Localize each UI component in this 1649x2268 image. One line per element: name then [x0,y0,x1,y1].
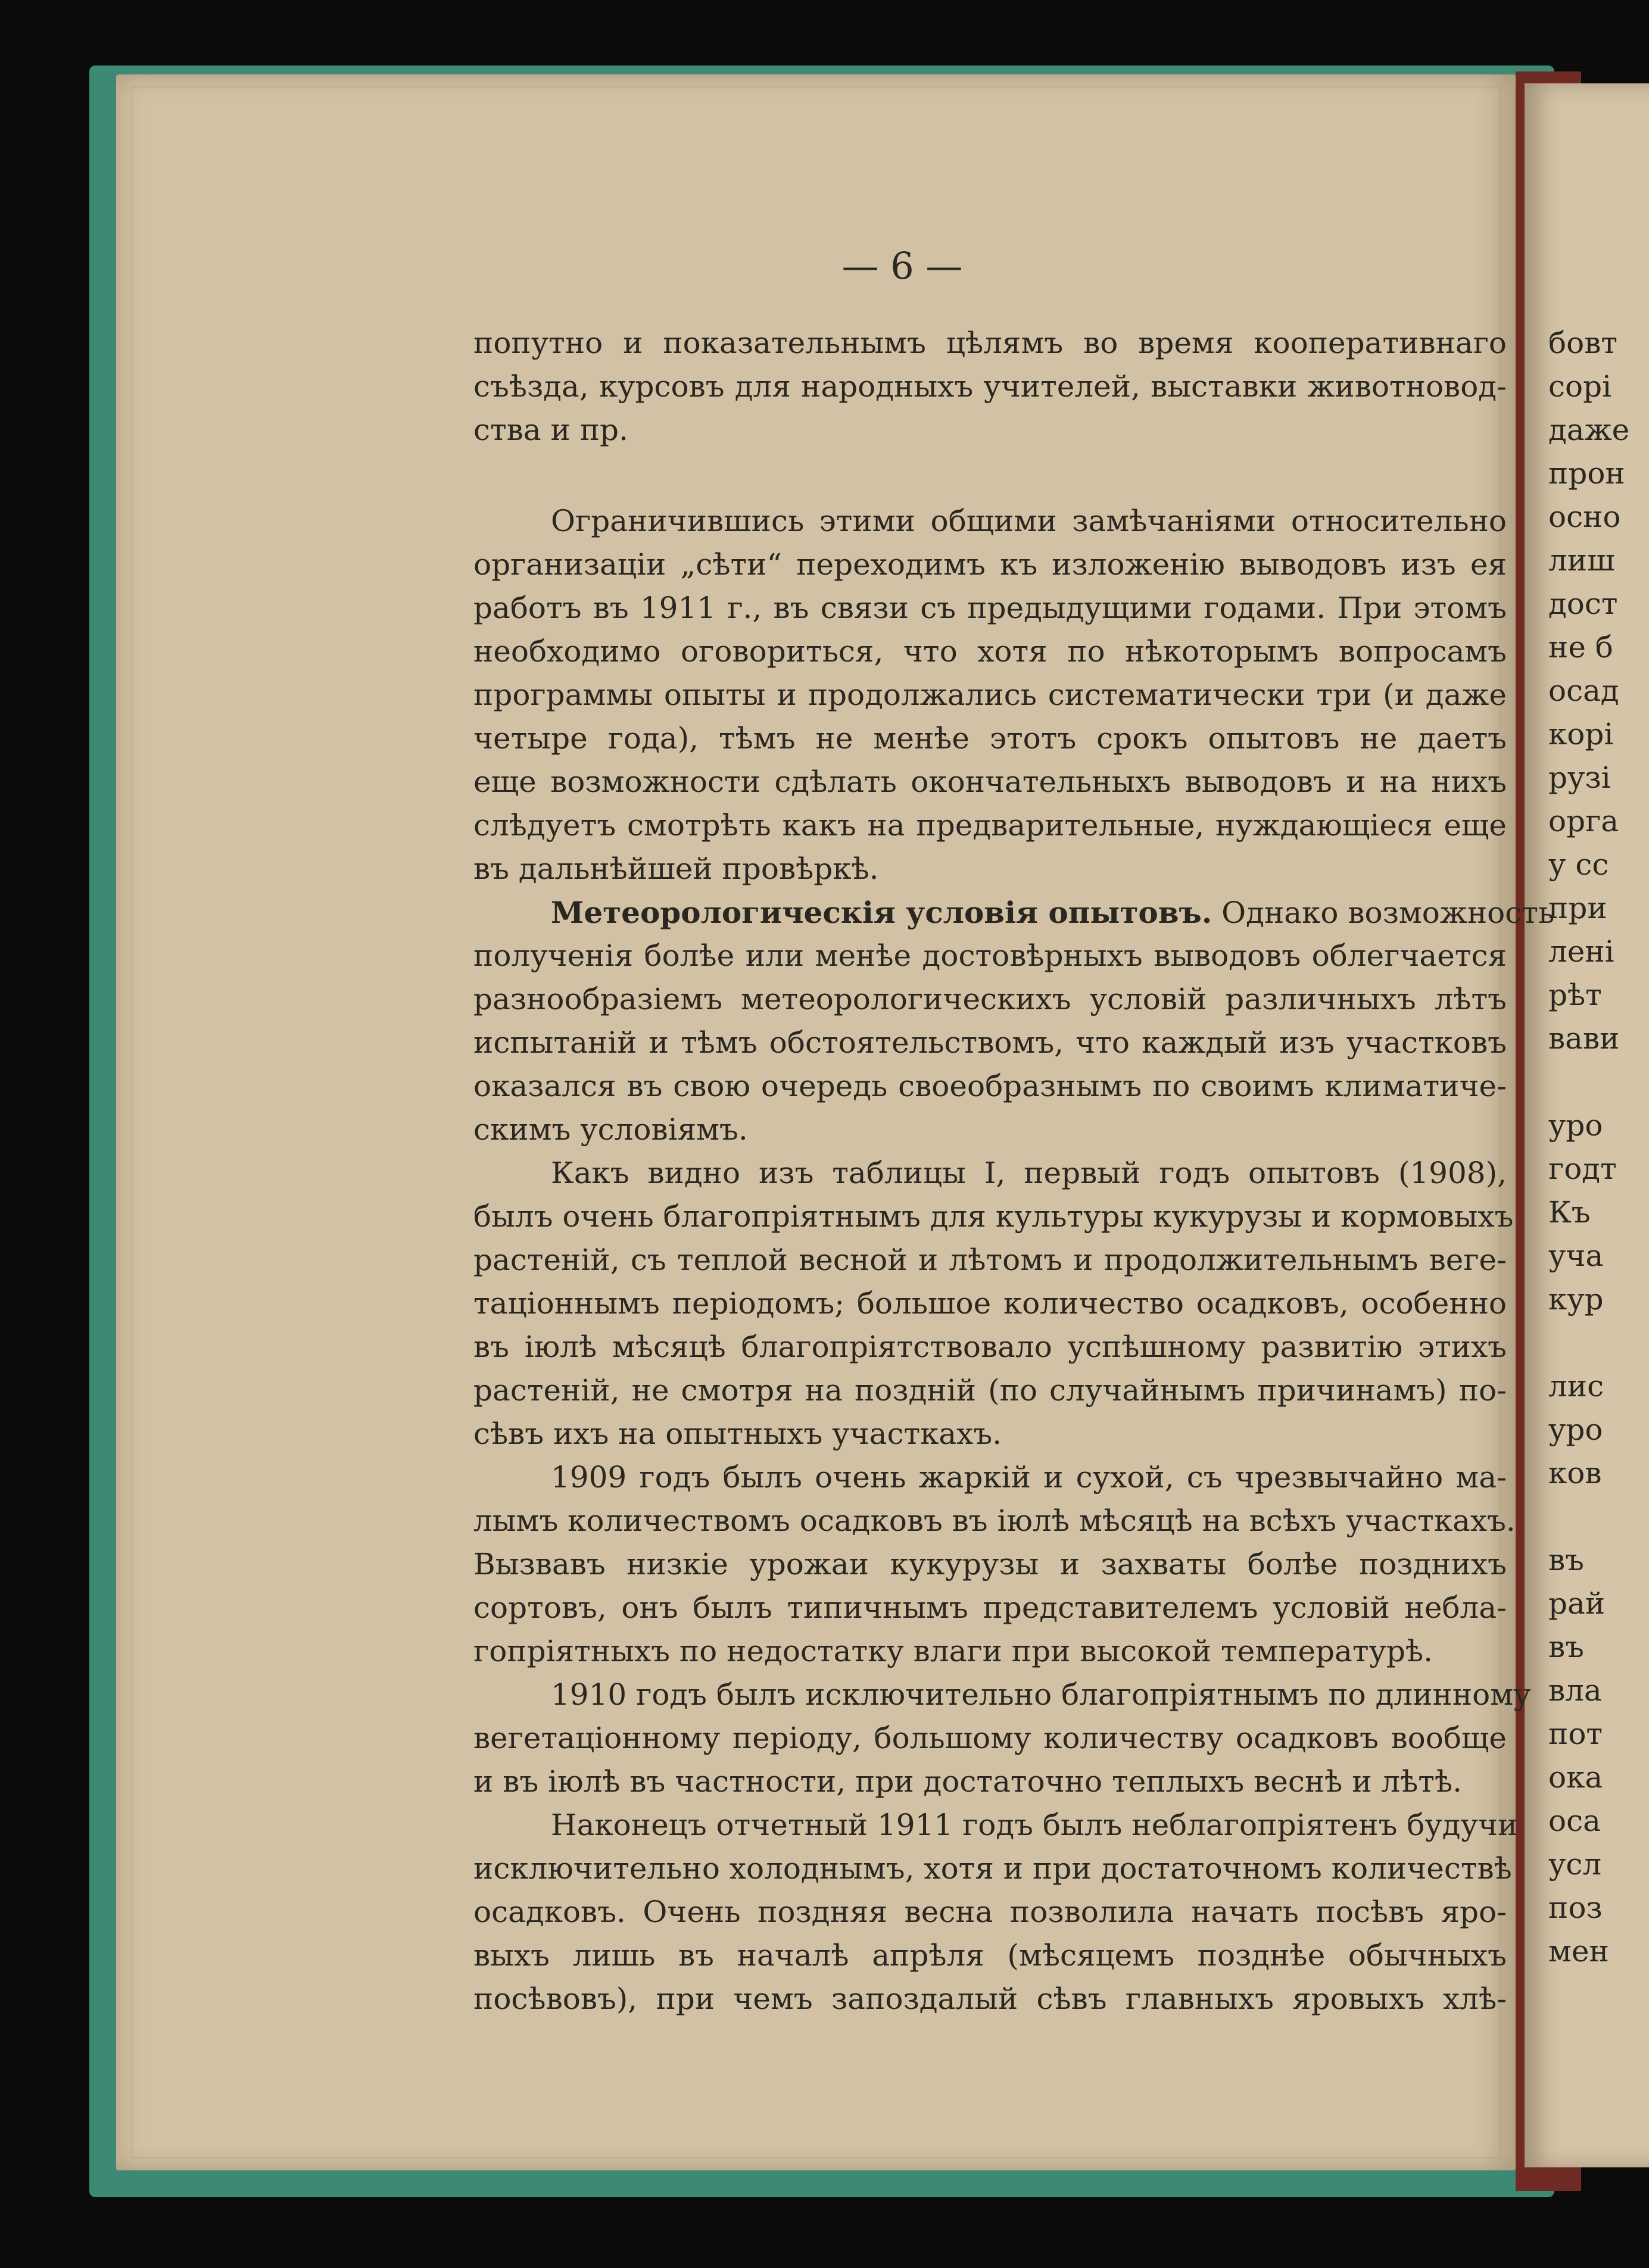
text-fragment: уро [1548,1108,1603,1143]
text-fragment: орга [1548,804,1619,838]
text-line: скимъ условіямъ. [473,1112,748,1147]
text-fragment: въ [1548,1543,1584,1577]
text-line: работъ въ 1911 г., въ связи съ предыдущими годами. При этомъ [473,591,1507,625]
text-line: попутно и показательнымъ цѣлямъ во время кооперативнаго [473,326,1507,360]
text-line: въ дальнѣйшей провѣркѣ. [473,851,879,886]
text-fragment: бовт [1548,326,1618,360]
text-fragment: при [1548,891,1607,925]
right-page-text [1548,322,1649,1973]
text-line: необходимо оговориться, что хотя по нѣкоторымъ вопросамъ [473,634,1507,669]
text-line: въ іюлѣ мѣсяцѣ благопріятствовало успѣшному развитію этихъ [473,1330,1507,1364]
text-line: съѣзда, курсовъ для народныхъ учителей, выставки животновод- [473,369,1507,404]
text-line: былъ очень благопріятнымъ для культуры кукурузы и кормовыхъ [473,1199,1514,1234]
text-fragment: поз [1548,1890,1603,1925]
text-line: Ограничившись этими общими замѣчаніями относительно [551,504,1507,538]
text-line: сортовъ, онъ былъ типичнымъ представителемъ условій небла- [473,1590,1507,1625]
text-line: сѣвъ ихъ на опытныхъ участкахъ. [473,1417,1002,1451]
text-line: оказался въ свою очередь своеобразнымъ по своимъ климатиче- [473,1069,1507,1103]
text-line: Наконецъ отчетный 1911 годъ былъ неблагопріятенъ будучи [551,1808,1518,1842]
text-fragment: лис [1548,1369,1604,1403]
text-fragment: пот [1548,1717,1603,1751]
text-line: четыре года), тѣмъ не менѣе этотъ срокъ опытовъ не даетъ [473,721,1507,756]
text-line: Вызвавъ низкіе урожаи кукурузы и захваты болѣе позднихъ [473,1547,1507,1581]
text-line: 1909 годъ былъ очень жаркій и сухой, съ чрезвычайно ма- [551,1460,1507,1495]
text-line: полученія болѣе или менѣе достовѣрныхъ выводовъ облегчается [473,938,1507,973]
text-fragment: у сс [1548,847,1609,882]
text-line: и въ іюлѣ въ частности, при достаточно теплыхъ веснѣ и лѣтѣ. [473,1764,1463,1799]
text-fragment: дост [1548,587,1618,621]
text-fragment: уро [1548,1412,1603,1447]
text-line: ства и пр. [473,413,628,447]
text-fragment: ока [1548,1760,1603,1795]
text-fragment: осад [1548,673,1619,708]
text-line: разнообразіемъ метеорологическихъ условій различныхъ лѣтъ [473,982,1507,1016]
text-line: таціоннымъ періодомъ; большое количество осадковъ, особенно [473,1286,1507,1321]
text-fragment: сорі [1548,369,1612,404]
text-run: Однако возможность [1212,896,1555,930]
text-line: испытаній и тѣмъ обстоятельствомъ, что каждый изъ участковъ [473,1025,1507,1060]
text-fragment: прон [1548,456,1625,491]
text-line: гопріятныхъ по недостатку влаги при высокой температурѣ. [473,1634,1433,1668]
text-line: посѣвовъ), при чемъ запоздалый сѣвъ главныхъ яровыхъ хлѣ- [473,1982,1507,2016]
text-line: еще возможности сдѣлать окончательныхъ выводовъ и на нихъ [473,765,1507,799]
text-fragment: мен [1548,1934,1609,1968]
text-fragment: годт [1548,1152,1617,1186]
page-number: — 6 — [841,244,963,288]
text-fragment: рай [1548,1586,1606,1621]
text-line: 1910 годъ былъ исключительно благопріятнымъ по длинному [551,1677,1531,1712]
text-line: лымъ количествомъ осадковъ въ іюлѣ мѣсяцѣ на всѣхъ участкахъ. [473,1503,1516,1538]
text-line: вегетаціонному періоду, большому количеству осадковъ вообще [473,1721,1507,1755]
text-line: исключительно холоднымъ, хотя и при достаточномъ количествѣ [473,1851,1512,1886]
text-line: Какъ видно изъ таблицы I, первый годъ опытовъ (1908), [551,1156,1507,1190]
text-fragment: даже [1548,413,1630,447]
text-fragment: въ [1548,1630,1584,1664]
text-fragment: рузі [1548,760,1611,795]
text-fragment: уча [1548,1238,1604,1273]
text-fragment: вави [1548,1021,1620,1056]
text-fragment: оса [1548,1804,1601,1838]
text-line: растеній, не смотря на поздній (по случайнымъ причинамъ) по- [473,1373,1507,1408]
text-fragment: кур [1548,1282,1604,1316]
section-heading: Метеорологическія условія опытовъ. [551,895,1212,930]
text-line: организаціи „сѣти“ переходимъ къ изложенію выводовъ изъ ея [473,547,1507,582]
text-fragment: осно [1548,500,1621,534]
text-line [473,891,1555,934]
text-fragment: усл [1548,1847,1602,1882]
text-line: выхъ лишь въ началѣ апрѣля (мѣсяцемъ позднѣе обычныхъ [473,1938,1507,1973]
text-fragment: лені [1548,934,1614,969]
text-line: слѣдуетъ смотрѣть какъ на предварительные, нуждающіеся еще [473,808,1507,843]
left-page-text [473,322,1555,2021]
text-line: программы опыты и продолжались систематически три (и даже [473,678,1507,712]
text-line: осадковъ. Очень поздняя весна позволила начать посѣвъ яро- [473,1895,1507,1929]
text-fragment: корі [1548,717,1614,751]
text-fragment: вла [1548,1673,1602,1708]
text-fragment: рѣт [1548,978,1602,1012]
text-fragment: не б [1548,630,1613,665]
text-line: растеній, съ теплой весной и лѣтомъ и продолжительнымъ веге- [473,1243,1507,1277]
text-fragment: лиш [1548,543,1615,578]
text-fragment: Къ [1548,1195,1591,1230]
text-fragment: ков [1548,1456,1602,1490]
